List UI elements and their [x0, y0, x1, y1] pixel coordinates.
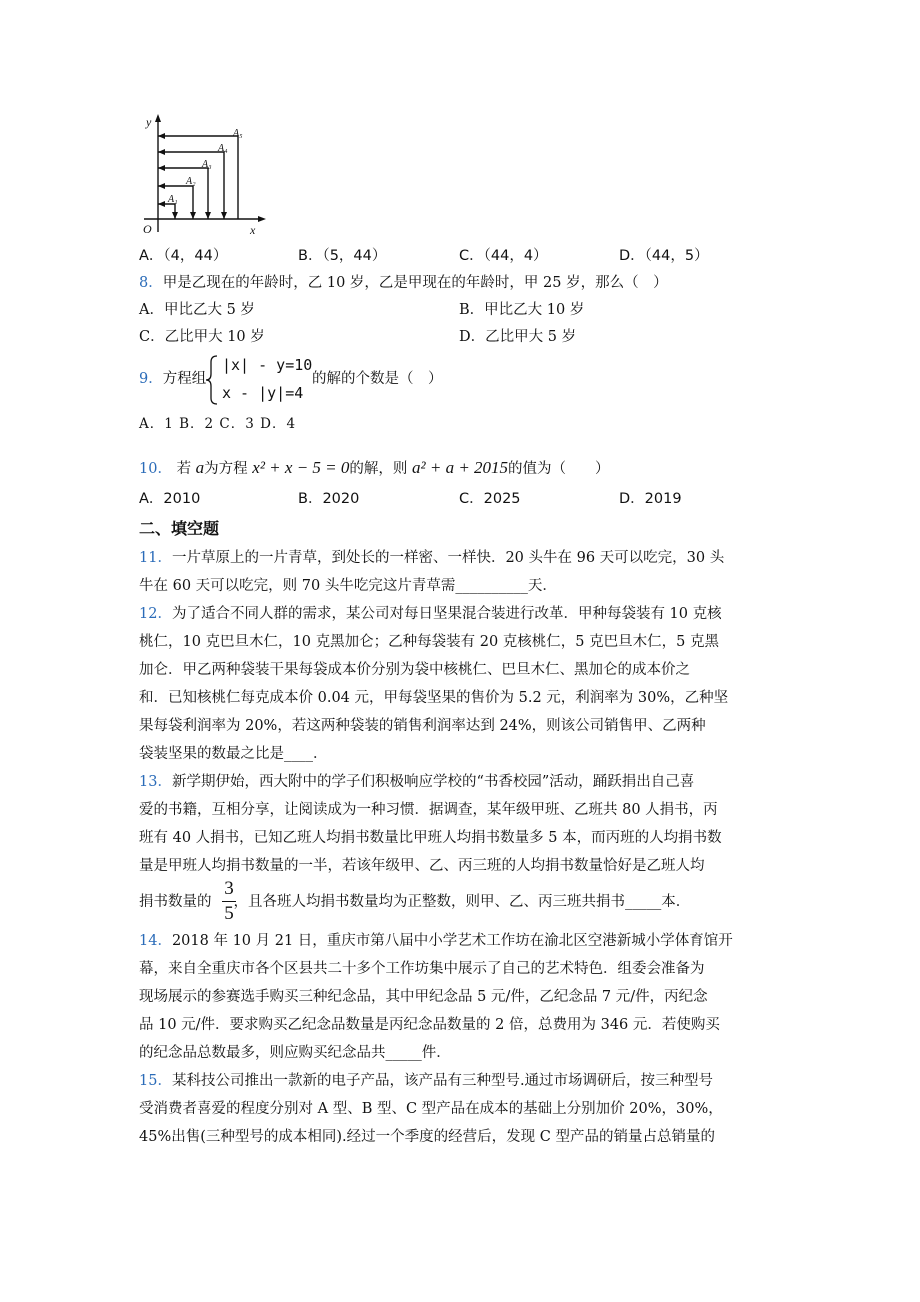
question-9-tail: 的解的个数是（ ） — [312, 371, 443, 387]
question-12-line: 桃仁，10 克巴旦木仁，10 克黑加仑；乙种每袋装有 20 克核桃仁，5 克巴旦木仁，5 克黑 — [139, 634, 719, 650]
point-label: A₃ — [202, 159, 212, 170]
fraction-bar — [222, 901, 236, 902]
question-number: 14． — [139, 933, 172, 949]
expression: a² + a + 2015 — [412, 458, 509, 477]
q10-option-b: B．2020 — [298, 491, 360, 507]
question-12-line: 果每袋利润率为 20%，若这两种袋装的销售利润率达到 24%，则该公司销售甲、乙两种 — [139, 718, 706, 734]
q7-option-b: B．（5，44） — [298, 248, 387, 264]
section-title: 二、填空题 — [139, 519, 220, 538]
fraction — [222, 878, 236, 925]
question-number: 15． — [139, 1073, 172, 1089]
equation: x² + x − 5 = 0 — [252, 458, 350, 477]
question-number: 9． — [139, 371, 163, 387]
question-13 — [139, 772, 694, 792]
question-text: 甲是乙现在的年龄时，乙 10 岁，乙是甲现在的年龄时，甲 25 岁，那么（ ） — [162, 275, 668, 291]
q9-options: A．1 B．2 C．3 D．4 — [139, 416, 297, 432]
question-15-line: 45%出售(三种型号的成本相同).经过一个季度的经营后，发现 C 型产品的销量占总销量的 — [139, 1129, 715, 1145]
point-label: A₁ — [168, 194, 178, 205]
question-text: 2018 年 10 月 21 日，重庆市第八届中小学艺术工作坊在渝北区空港新城小学体育馆开 — [171, 933, 733, 949]
q10-option-d: D．2019 — [619, 491, 682, 507]
q10-option-c: C．2025 — [459, 491, 521, 507]
question-15 — [139, 1071, 713, 1091]
question-12-line: 袋装坚果的数最之比是____． — [139, 746, 328, 762]
q7-option-c: C．（44，4） — [459, 248, 548, 264]
question-text: 一片草原上的一片青草，到处长的一样密、一样快．20 头牛在 96 天可以吃完，30 头 — [171, 550, 725, 566]
question-number: 11． — [139, 550, 172, 566]
question-13-line: 量是甲班人均捐书数量的一半，若该年级甲、乙、丙三班的人均捐书数量恰好是乙班人均 — [139, 858, 705, 874]
q8-option-c: C．乙比甲大 10 岁 — [139, 329, 265, 345]
equation-system — [205, 354, 315, 406]
question-14 — [139, 931, 733, 951]
question-13-line: 班有 40 人捐书，已知乙班人均捐书数量比甲班人均捐书数量多 5 本，而丙班的人均捐书数 — [139, 830, 722, 846]
question-14-line: 的纪念品总数最多，则应购买纪念品共_____件． — [139, 1045, 451, 1061]
question-text: 的值为（ ） — [508, 461, 610, 477]
x-axis-label: x — [250, 223, 256, 237]
question-12-line: 加仑．甲乙两种袋装干果每袋成本价分别为袋中核桃仁、巴旦木仁、黑加仑的成本价之 — [139, 662, 690, 678]
equation-2: x - |y|=4 — [222, 384, 304, 402]
question-text: 新学期伊始，西大附中的学子们积极响应学校的“书香校园”活动，踊跃捐出自己喜 — [171, 774, 695, 790]
fraction-numerator: 3 — [224, 878, 234, 899]
question-text: 某科技公司推出一款新的电子产品，该产品有三种型号.通过市场调研后，按三种型号 — [171, 1073, 714, 1089]
x-arrow — [258, 216, 266, 222]
q8-option-a: A．甲比乙大 5 岁 — [139, 302, 255, 318]
question-11 — [139, 548, 724, 568]
step-3 — [158, 168, 208, 219]
question-text: 为了适合不同人群的需求，某公司对每日坚果混合装进行改革．甲种每袋装有 10 克核 — [171, 606, 722, 622]
question-text: 的解，则 — [349, 461, 408, 477]
variable: a — [195, 458, 205, 477]
point-label: A₂ — [186, 176, 196, 187]
question-14-line: 品 10 元/件．要求购买乙纪念品数量是丙纪念品数量的 2 倍，总费用为 346 元．若使购买 — [139, 1017, 720, 1033]
equation-1: |x| - y=10 — [222, 356, 313, 374]
fraction-denominator: 5 — [224, 903, 234, 924]
y-axis-label: y — [146, 115, 152, 129]
question-13-line: 爱的书籍，互相分享，让阅读成为一种习惯．据调查，某年级甲班、乙班共 80 人捐书，丙 — [139, 802, 718, 818]
question-number: 8． — [139, 275, 163, 291]
origin-label: O — [143, 222, 152, 236]
question-14-line: 现场展示的参赛选手购买三种纪念品，其中甲纪念品 5 元/件，乙纪念品 7 元/件，丙纪念 — [139, 989, 708, 1005]
y-arrow — [155, 114, 161, 122]
q10-option-a: A．2010 — [139, 491, 201, 507]
question-12-line: 和．已知核桃仁每克成本价 0.04 元，甲每袋坚果的售价为 5.2 元，利润率为 30%，乙种坚 — [139, 690, 729, 706]
question-9 — [139, 369, 206, 389]
q7-option-a: A．（4，44） — [139, 248, 228, 264]
question-14-line: 幕，来自全重庆市各个区县共二十多个工作坊集中展示了自己的艺术特色．组委会准备为 — [139, 961, 705, 977]
question-number: 12． — [139, 606, 172, 622]
question-text: 为方程 — [204, 461, 248, 477]
question-number: 10． — [139, 461, 172, 477]
q7-option-d: D．（44，5） — [619, 248, 709, 264]
q8-option-b: B．甲比乙大 10 岁 — [459, 302, 585, 318]
question-8 — [139, 273, 668, 293]
question-15-line: 受消费者喜爱的程度分别对 A 型、B 型、C 型产品在成本的基础上分别加价 20%，30%， — [139, 1101, 723, 1117]
question-text: 若 — [176, 461, 192, 477]
coordinate-graph — [138, 112, 268, 238]
point-label: A₅ — [233, 128, 243, 139]
brace-icon — [205, 354, 219, 406]
q8-option-d: D．乙比甲大 5 岁 — [459, 329, 577, 345]
question-text: 捐书数量的 — [139, 894, 212, 910]
question-12 — [139, 604, 722, 624]
question-text: ，且各班人均捐书数量均为正整数，则甲、乙、丙三班共捐书_____本． — [233, 894, 691, 910]
question-11-line: 牛在 60 天可以吃完，则 70 头牛吃完这片青草需__________天． — [139, 578, 557, 594]
point-label: A₄ — [218, 143, 228, 154]
question-text: 方程组 — [162, 371, 207, 387]
question-number: 13． — [139, 774, 172, 790]
step-1 — [158, 204, 175, 219]
question-10 — [139, 458, 610, 479]
